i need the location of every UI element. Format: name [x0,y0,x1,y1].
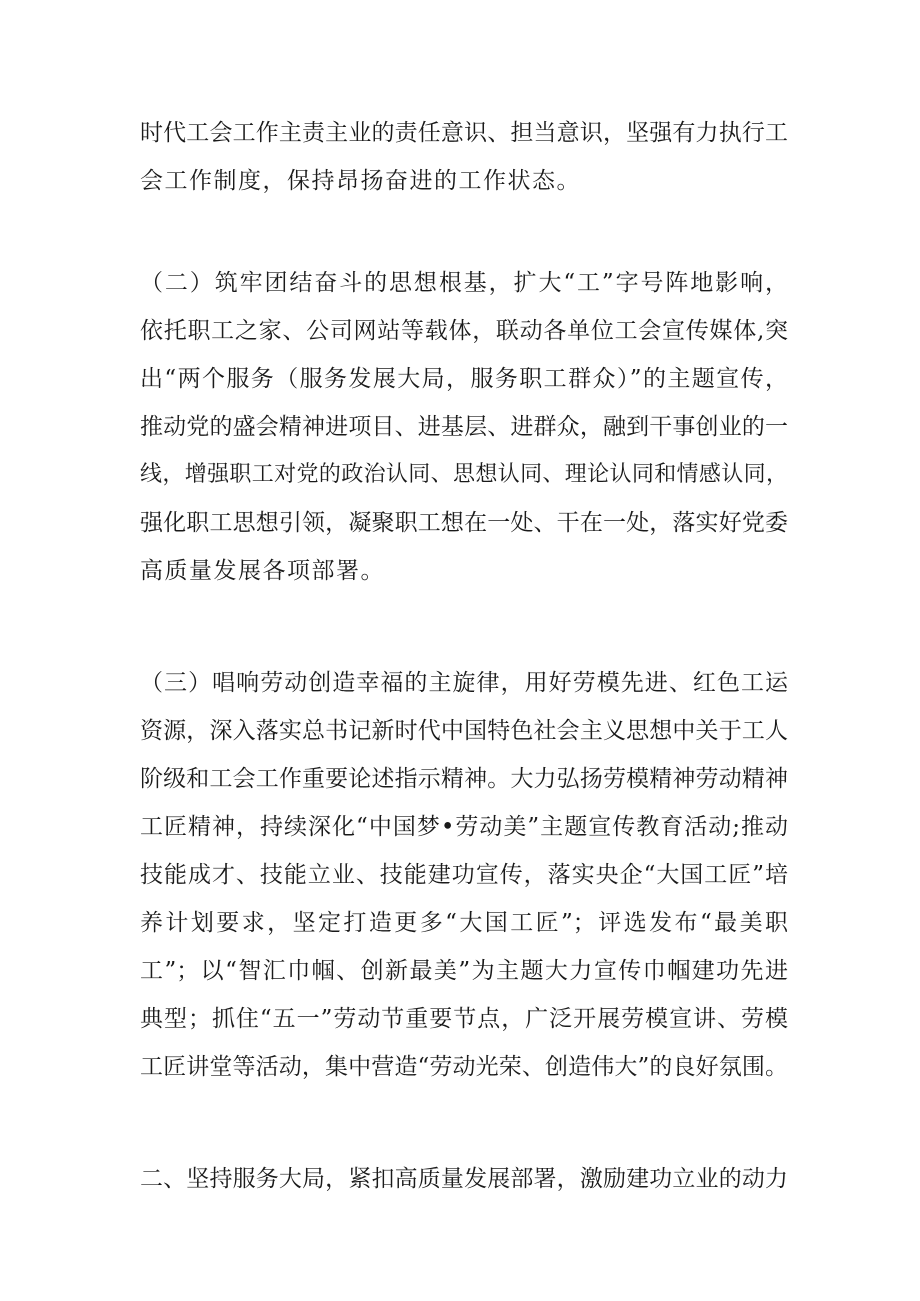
text-line: 典型；抓住“五一”劳动节重要节点，广泛开展劳模宣讲、劳模 [140,1006,788,1032]
text-line: （二）筑牢团结奋斗的思想根基，扩大“工”字号阵地影响， [140,270,788,296]
text-line: （三）唱响劳动创造幸福的主旋律，用好劳模先进、红色工运 [140,670,788,696]
text-line: 养计划要求，坚定打造更多“大国工匠”；评选发布“最美职 [140,910,788,936]
text-line: 出“两个服务（服务发展大局，服务职工群众）”的主题宣传， [140,366,788,392]
text-line: 会工作制度，保持昂扬奋进的工作状态。 [140,168,581,194]
text-line: 资源，深入落实总书记新时代中国特色社会主义思想中关于工人 [140,718,788,744]
text-line: 高质量发展各项部署。 [140,558,385,584]
text-line: 工匠精神，持续深化“中国梦•劳动美”主题宣传教育活动;推动 [140,814,788,840]
text-line: 推动党的盛会精神进项目、进基层、进群众，融到干事创业的一 [140,414,788,440]
text-line: 工”；以“智汇巾帼、创新最美”为主题大力宣传巾帼建功先进 [140,958,788,984]
text-line: 依托职工之家、公司网站等载体，联动各单位工会宣传媒体,突 [140,318,788,344]
text-line: 线，增强职工对党的政治认同、思想认同、理论认同和情感认同， [140,462,788,487]
text-line: 工匠讲堂等活动，集中营造“劳动光荣、创造伟大”的良好氛围。 [140,1054,788,1080]
heading-line: 二、坚持服务大局，紧扣高质量发展部署，激励建功立业的动力 [140,1166,788,1192]
text-line: 阶级和工会工作重要论述指示精神。大力弘扬劳模精神劳动精神 [140,766,788,792]
text-line: 技能成才、技能立业、技能建功宣传，落实央企“大国工匠”培 [140,862,788,888]
text-line: 时代工会工作主责主业的责任意识、担当意识，坚强有力执行工 [140,120,788,146]
text-line: 强化职工思想引领，凝聚职工想在一处、干在一处，落实好党委 [140,510,788,536]
